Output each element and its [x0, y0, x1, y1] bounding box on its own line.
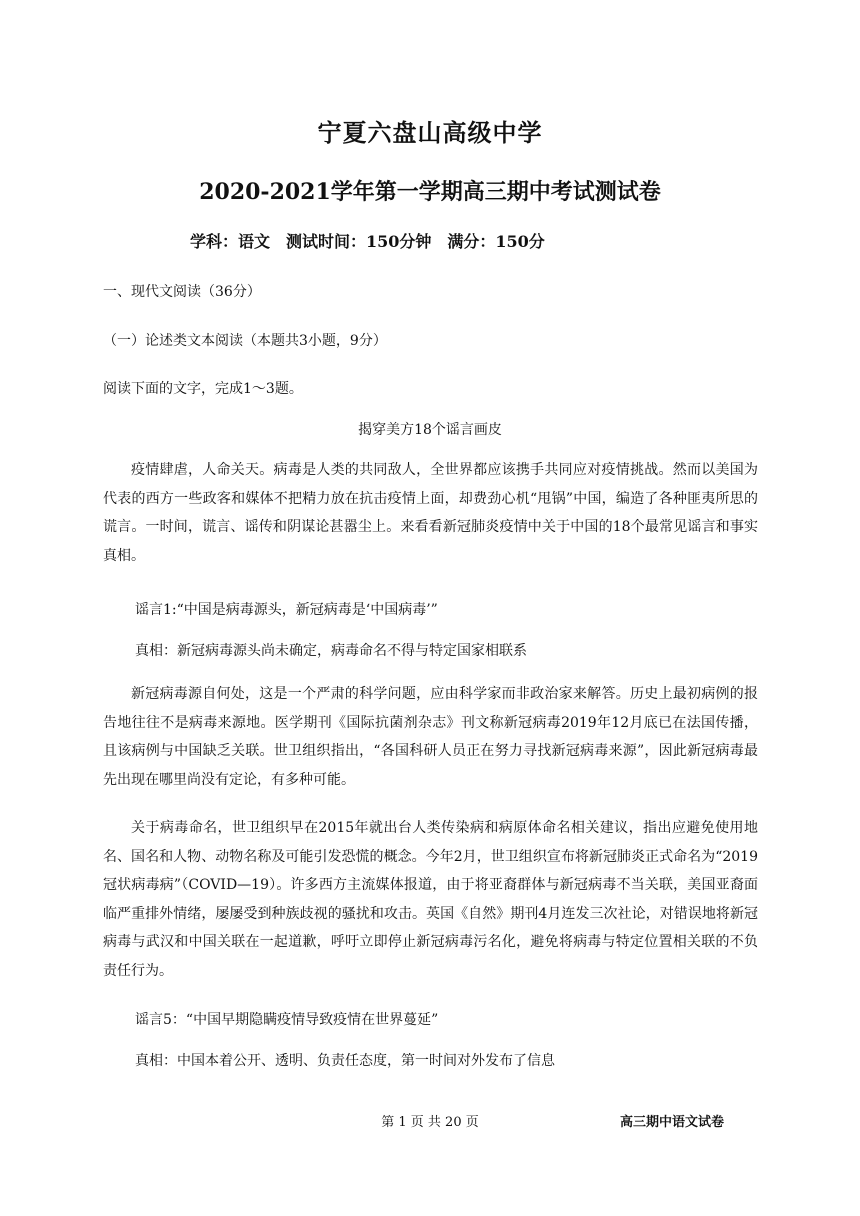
footer-exam-name: 高三期中语文试卷 [620, 1115, 725, 1130]
article-paragraph-3: 关于病毒命名，世卫组织早在2015年就出台人类传染病和病原体命名相关建议，指出应避免使用地名、国名和人物、动物名称及可能引发恐慌的概念。今年2月，世卫组织宣布将新冠肺炎正式命名为“2019冠状病毒病”（COVID—19）。许多西方主流媒体报道，由于将亚裔群体与新冠病毒不当关联，美国亚裔面临严重排外情绪，屡屡受到种族歧视的骚扰和攻击。英国《自然》期刊4月连发三次社论，对错误地将新冠病毒与武汉和中国关联在一起道歉，呼吁立即停止新冠病毒污名化，避免将病毒与特定位置相关联的不负责任行为。 [103, 820, 758, 979]
article-title: 揭穿美方18个谣言画皮 [358, 422, 502, 438]
section-heading: 一、现代文阅读（36分） [103, 284, 261, 300]
truth-5: 真相：中国本着公开、透明、负责任态度，第一时间对外发布了信息 [135, 1053, 555, 1069]
rumor-5: 谣言5：“中国早期隐瞒疫情导致疫情在世界蔓延” [135, 1012, 439, 1028]
truth-1: 真相：新冠病毒源头尚未确定，病毒命名不得与特定国家相联系 [135, 643, 527, 659]
exam-title: 2020-2021学年第一学期高三期中考试测试卷 [199, 179, 661, 205]
school-title: 宁夏六盘山高级中学 [317, 118, 543, 147]
article-paragraph-2: 新冠病毒源自何处，这是一个严肃的科学问题，应由科学家而非政治家来解答。历史上最初病例的报告地往往不是病毒来源地。医学期刊《国际抗菌剂杂志》刊文称新冠病毒2019年12月底已在法国传播，且该病例与中国缺乏关联。世卫组织指出，“各国科研人员正在努力寻找新冠病毒来源”，因此新冠病毒最先出现在哪里尚没有定论，有多种可能。 [103, 686, 758, 788]
section-subheading: （一）论述类文本阅读（本题共3小题，9分） [103, 333, 387, 349]
article-paragraph-1: 疫情肆虐，人命关天。病毒是人类的共同敌人，全世界都应该携手共同应对疫情挑战。然而以美国为代表的西方一些政客和媒体不把精力放在抗击疫情上面，却费劲心机“甩锅”中国，编造了各种匪夷所思的谎言。一时间，谎言、谣传和阴谋论甚嚣尘上。来看看新冠肺炎疫情中关于中国的18个最常见谣言和事实真相。 [103, 462, 758, 564]
exam-meta: 学科：语文 测试时间：150分钟 满分：150分 [190, 232, 545, 251]
rumor-1: 谣言1:“中国是病毒源头，新冠病毒是‘中国病毒’” [135, 602, 438, 618]
section-instruction: 阅读下面的文字，完成1～3题。 [103, 381, 303, 397]
page-number: 第 1 页 共 20 页 [381, 1115, 479, 1130]
